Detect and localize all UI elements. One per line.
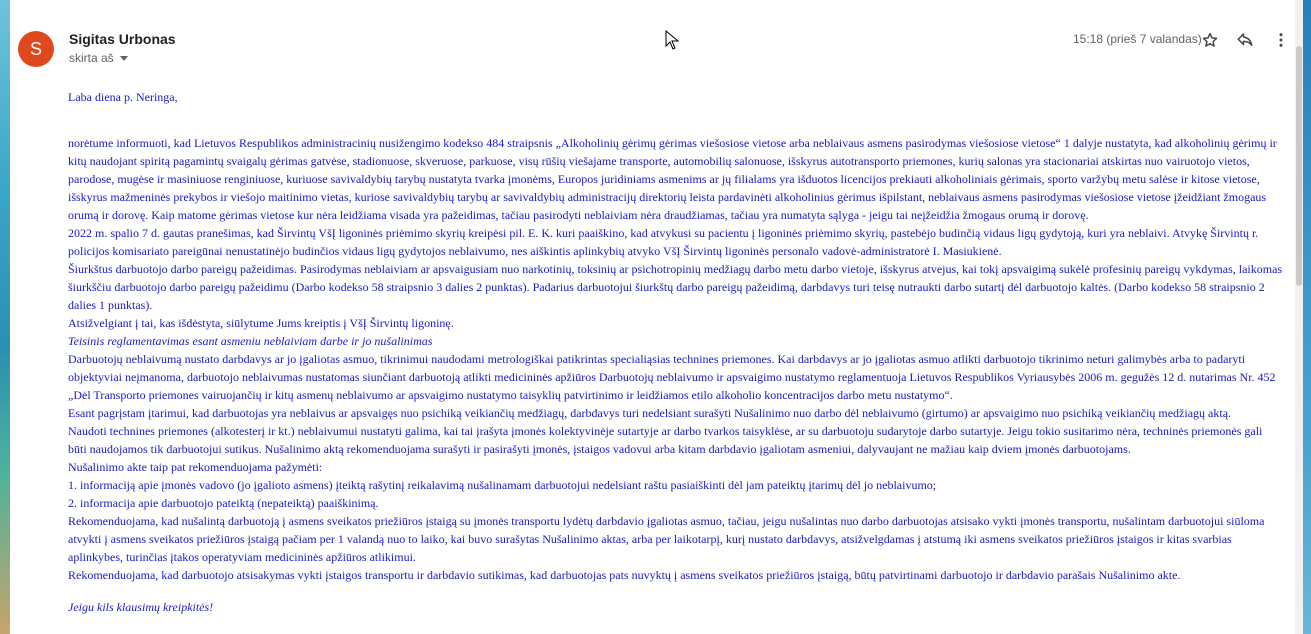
reply-button[interactable] (1233, 28, 1257, 52)
body-paragraph: 2022 m. spalio 7 d. gautas pranešimas, kad Širvintų VšĮ ligoninės priėmimo skyrių kreipėsi pil. E. K. kuri paaiškino, kad atvykusi su pacientu į ligoninės priėmimo skyrių, pastebėjo budinčią vidaus ligų gydytoją, kuri yra neblaivi. Atvykę Širvintų r. policijos komisariato pareigūnai nenustatinėjo budinčios vidaus ligų gydytojos neblaivumo, nes aiškintis aplinkybių atvyko VšĮ Širvintų ligoninės personalo vadovė-administratorė I. Masiukienė. (68, 226, 1259, 258)
body-paragraph: Naudoti technines priemones (alkotesterį ir kt.) neblaivumui nustatyti galima, kai tai įrašyta įmonės kolektyvinėje sutartyje ar darbo tvarkos taisyklėse, ar su darbuotoju sudarytoje darbo sutartyje. Jeigu tokio susitarimo nėra, techninės priemonės gali būti naudojamos tik darbuotojui sutikus. Nušalinimo aktą rekomenduojama surašyti ir pasirašyti įmonės, įstaigos vadovui arba kitam darbdavio įgaliotam asmeniui, dalyvaujant ne mažiau kaip dviem įmonės darbuotojams. (68, 424, 1263, 456)
body-paragraph: Atsižvelgiant į tai, kas išdėstyta, siūlytume Jums kreiptis į VšĮ Širvintų ligoninę. (68, 316, 454, 330)
more-vert-icon (1272, 31, 1290, 49)
star-icon (1201, 31, 1219, 49)
list-item: 1. informaciją apie įmonės vadovo (jo įgalioto asmens) įteiktą rašytinį reikalavimą nušalinamam darbuotojui nedelsiant raštu pasiaiškinti dėl jam pateiktų įtarimų dėl jo neblaivumo; (68, 478, 937, 492)
signoff: Jeigu kils klausimų kreipkitės! (68, 600, 214, 614)
timestamp: 15:18 (prieš 7 valandas) (1073, 32, 1202, 46)
email-body (68, 86, 1284, 616)
list-item: 2. informacija apie darbuotojo pateiktą (nepateiktą) paaiškinimą. (68, 496, 379, 510)
mouse-cursor-icon (665, 30, 679, 50)
sender-name: Sigitas Urbonas (69, 31, 176, 47)
desktop-background-left (0, 0, 10, 634)
body-paragraph: Šiurkštus darbuotojo darbo pareigų pažeidimas. Pasirodymas neblaiviam ar apsvaigusiam nuo narkotinių, toksinių ar psichotropinių medžiagų darbo metu darbo vietoje, išskyrus atvejus, kai tokį apsvaigimą sukėlė profesinių pareigų vykdymas, laikomas šiurkščiu darbuotojo darbo pareigų pažeidimu (Darbo kodekso 58 straipsnio 3 dalies 2 punktas). Padarius darbuotojui šiurkštų darbo pareigų pažeidimą, darbdavys turi teisę nutraukti darbo sutartį dėl darbuotojo kaltės. (Darbo kodekso 58 straipsnio 2 dalies 1 punktas). (68, 262, 1283, 312)
body-paragraph: norėtume informuoti, kad Lietuvos Respublikos administracinių nusižengimo kodekso 484 straipsnis „Alkoholinių gėrimų gėrimas viešosiose vietose arba neblaivaus asmens pasirodymas viešosiose vietose“ 1 dalyje nustatyta, kad alkoholinių gėrimų ir kitų naudojant spiritą pagamintų svaigalų gėrimas gatvėse, stadionuose, skveruose, parkuose, visų rūšių viešajame transporte, automobilių salonuose, išskyrus autotransporto priemones, kurių salonas yra stacionariai atskirtas nuo vairuotojo vietos, parodose, mugėse ir masiniuose renginiuose, kuriuose savivaldybių tarybų nustatyta tvarka įmonėms, Europos juridiniams asmenims ar jų filialams yra išduotos licencijos prekiauti alkoholiniais gėrimais, sporto varžybų metu salėse ir kitose vietose, išskyrus mažmeninės prekybos ir viešojo maitinimo vietas, kuriose savivaldybių tarybų ar savivaldybių administracijų direktorių leista pardavinėti alkoholinius gėrimus išpilstant, neblaivaus asmens pasirodymas viešosiose vietose įžeidžiant žmogaus orumą ir dorovę. Kaip matome gėrimas vietose kur nėra leidžiama visada yra pažeidimas, tačiau pasirodyti neblaiviam nėra draudžiamas, tačiau yra numatyta sąlyga - jeigu tai neįžeidžia žmogaus orumą ir dorovę. (68, 136, 1277, 222)
body-paragraph: Rekomenduojama, kad nušalintą darbuotoją į asmens sveikatos priežiūros įstaigą su įmonės transportu lydėtų darbdavio įgaliotas asmuo, tačiau, jeigu nušalintas nuo darbo darbuotojas atsisako vykti įmonės transportu, nušalintam darbuotojui siūloma atvykti į asmens sveikatos priežiūros įstaigą pačiam per 1 valandą nuo to laiko, kai buvo surašytas Nušalinimo aktas, arba per laikotarpį, kurį nustato darbdavys, atsižvelgdamas į atstumą iki asmens sveikatos priežiūros įstaigos ir kitas svarbias aplinkybes, turinčias įtakos operatyviam medicininės apžiūros atlikimui. (68, 514, 1265, 564)
avatar[interactable]: S (18, 31, 54, 67)
more-options-button[interactable] (1269, 28, 1293, 52)
reply-icon (1236, 31, 1254, 49)
body-paragraph: Esant pagrįstam įtarimui, kad darbuotojas yra neblaivus ar apsvaigęs nuo psichiką veikiančių medžiagų, darbdavys turi nedelsiant surašyti Nušalinimo nuo darbo dėl neblaivumo (girtumo) ar apsvaigimo nuo psichiką veikiančių medžiagų aktą. (68, 406, 1232, 420)
greeting: Laba diena p. Neringa, (68, 90, 178, 104)
recipient-label: skirta aš (69, 51, 114, 65)
body-paragraph: Rekomenduojama, kad darbuotojo atsisakymas vykti įstaigos transportu ir darbdavio sutikimas, kad darbuotojas pats nuvyktų į asmens sveikatos priežiūros įstaigą, būtų patvirtinami darbuotojo ir darbdavio parašais Nušalinimo akte. (68, 568, 1181, 582)
body-paragraph: Nušalinimo akte taip pat rekomenduojama pažymėti: (68, 460, 323, 474)
recipient-details-toggle[interactable] (69, 51, 128, 65)
email-view (10, 0, 1295, 634)
body-paragraph: Darbuotojų neblaivumą nustato darbdavys ar jo įgaliotas asmuo, tikrinimui naudodami metrologiškai patikrintas specialiąsias technines priemones. Kai darbdavys ar jo įgaliotas asmuo atlikti darbuotojo tikrinimo neturi galimybės arba to padaryti objektyviai neįmanoma, darbuotojo neblaivumas nustatomas siunčiant darbuotoją atlikti medicininės apžiūros Darbuotojų neblaivumo ir apsvaigimo nustatymo reglamentuoja Lietuvos Respublikos Vyriausybės 2006 m. gegužės 12 d. nutarimas Nr. 452 „Dėl Transporto priemones vairuojančių ir kitų asmenų neblaivumo ar apsvaigimo nustatymo taisyklių patvirtinimo ir leidžiamos etilo alkoholio koncentracijos darbo metu nustatymo“. (68, 352, 1276, 402)
desktop-background-right (1303, 0, 1311, 634)
subheading: Teisinis reglamentavimas esant asmeniu neblaiviam darbe ir jo nušalinimas (68, 334, 433, 348)
chevron-down-icon[interactable] (120, 56, 128, 61)
scrollbar-thumb[interactable] (1296, 46, 1302, 286)
star-button[interactable] (1198, 28, 1222, 52)
